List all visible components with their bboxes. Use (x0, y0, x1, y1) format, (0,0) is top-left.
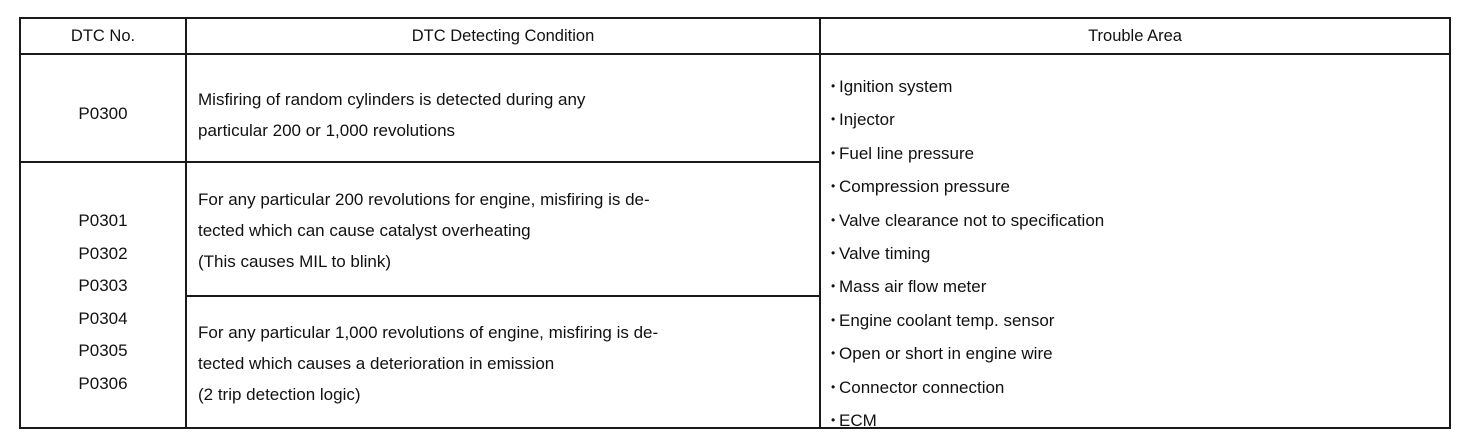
trouble-area-item: • Fuel line pressure (831, 137, 1441, 170)
condition-line: tected which can cause catalyst overheating (198, 221, 531, 240)
condition-line: (2 trip detection logic) (198, 385, 361, 404)
column-divider (185, 19, 187, 427)
trouble-area-item: • Ignition system (831, 70, 1441, 103)
dtc-code: P0302 (78, 243, 128, 263)
condition-line: For any particular 1,000 revolutions of engine, misfiring is de- (198, 323, 659, 342)
dtc-code: P0304 (78, 308, 128, 328)
dtc-code: P0306 (78, 373, 128, 393)
dtc-table (19, 17, 1451, 429)
condition-line: particular 200 or 1,000 revolutions (198, 121, 456, 140)
trouble-area-item: • Valve timing (831, 237, 1441, 270)
trouble-area-item: • Engine coolant temp. sensor (831, 304, 1441, 337)
trouble-area-item: • Compression pressure (831, 170, 1441, 203)
trouble-area-item: • ECM (831, 404, 1441, 437)
dtc-code: P0301 (78, 211, 128, 230)
header-condition: DTC Detecting Condition (411, 26, 595, 45)
condition-line: tected which causes a deterioration in emission (198, 354, 555, 373)
dtc-code: P0303 (78, 276, 128, 295)
trouble-area-item: • Connector connection (831, 371, 1441, 404)
header-trouble-area: Trouble Area (1088, 26, 1182, 45)
header-divider (21, 53, 1449, 55)
trouble-area-item: • Valve clearance not to specification (831, 204, 1441, 237)
condition-cell (198, 84, 813, 146)
condition-line: Misfiring of random cylinders is detected during any (198, 90, 586, 109)
condition-line: (This causes MIL to blink) (198, 252, 392, 271)
column-divider (819, 19, 821, 427)
trouble-area-list (831, 70, 1441, 437)
dtc-code-list (21, 205, 185, 400)
trouble-area-item: • Mass air flow meter (831, 270, 1441, 303)
row-divider (187, 295, 821, 297)
condition-cell (198, 184, 813, 277)
trouble-area-item: • Open or short in engine wire (831, 337, 1441, 370)
header-dtc-no: DTC No. (70, 26, 136, 45)
dtc-code: P0305 (78, 341, 128, 360)
row-divider (21, 161, 821, 163)
condition-line: For any particular 200 revolutions for engine, misfiring is de- (198, 190, 650, 209)
condition-cell (198, 317, 813, 410)
dtc-code: P0300 (78, 104, 128, 123)
trouble-area-item: • Injector (831, 103, 1441, 136)
